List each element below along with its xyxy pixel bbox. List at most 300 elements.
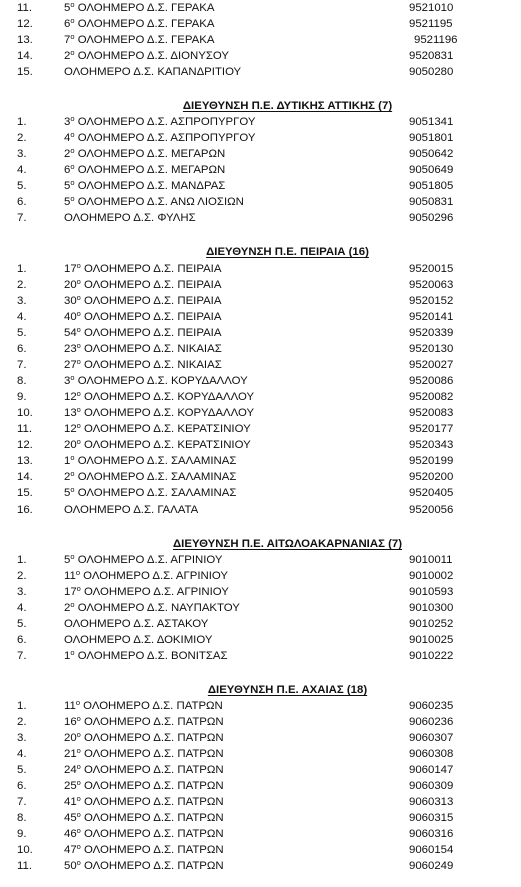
ordinal: 2 (64, 602, 71, 614)
school-code: 9060316 (409, 828, 454, 840)
school-name-text: ΟΛΟΗΜΕΡΟ Δ.Σ. ΚΟΡΥΔΑΛΛΟΥ (84, 391, 255, 403)
list-row (0, 277, 521, 293)
list-row (0, 469, 521, 485)
ordinal-suffix: ο (76, 746, 81, 755)
ordinal: 12 (64, 423, 77, 435)
row-number: 1. (17, 554, 27, 566)
school-name (64, 357, 222, 373)
ordinal-suffix: ο (76, 357, 81, 366)
row-number: 10. (17, 407, 33, 419)
school-name (64, 762, 224, 778)
school-name-text: ΟΛΟΗΜΕΡΟ Δ.Σ. ΠΑΤΡΩΝ (84, 844, 224, 856)
school-code: 9051801 (409, 132, 454, 144)
ordinal: 11 (64, 700, 76, 712)
ordinal-suffix: ο (76, 293, 81, 302)
school-name-text: ΟΛΟΗΜΕΡΟ Δ.Σ. ΣΑΛΑΜΙΝΑΣ (77, 471, 237, 483)
ordinal-suffix: ο (76, 421, 81, 430)
list-row (0, 842, 521, 858)
school-code: 9060307 (409, 732, 454, 744)
school-code: 9520086 (409, 375, 454, 387)
row-number: 4. (17, 748, 27, 760)
school-name (64, 293, 221, 309)
school-name (64, 162, 225, 178)
school-name (64, 373, 248, 389)
school-code: 9520130 (409, 343, 454, 355)
school-code: 9520027 (409, 359, 454, 371)
list-row (0, 698, 521, 714)
ordinal: 30 (64, 295, 77, 307)
ordinal-suffix: ο (76, 261, 81, 270)
school-code: 9051805 (409, 180, 454, 192)
ordinal-suffix: ο (76, 325, 81, 334)
school-code: 9050649 (409, 164, 454, 176)
ordinal-suffix: ο (75, 568, 80, 577)
row-number: 2. (17, 132, 27, 144)
list-row (0, 0, 521, 16)
ordinal-suffix: ο (70, 146, 75, 155)
school-name (64, 32, 214, 48)
school-code: 9010002 (409, 570, 454, 582)
school-name-text: ΟΛΟΗΜΕΡΟ Δ.Σ. ΔΙΟΝΥΣΟΥ (77, 50, 229, 62)
row-number: 6. (17, 780, 27, 792)
school-name-text: ΟΛΟΗΜΕΡΟ Δ.Σ. ΓΕΡΑΚΑ (77, 2, 215, 14)
list-row (0, 794, 521, 810)
row-number: 3. (17, 732, 27, 744)
row-number: 7. (17, 359, 27, 371)
school-code: 9520831 (409, 50, 454, 62)
ordinal-suffix: ο (70, 178, 75, 187)
list-row (0, 16, 521, 32)
ordinal: 1 (64, 650, 71, 662)
school-name-text: ΟΛΟΗΜΕΡΟ Δ.Σ. ΜΑΝΔΡΑΣ (77, 180, 226, 192)
school-code: 9060315 (409, 812, 454, 824)
list-row (0, 616, 521, 632)
school-name-text: ΟΛΟΗΜΕΡΟ Δ.Σ. ΚΕΡΑΤΣΙΝΙΟΥ (84, 439, 251, 451)
school-name (64, 810, 224, 826)
ordinal: 5 (64, 487, 71, 499)
row-number: 5. (17, 764, 27, 776)
row-number: 4. (17, 311, 27, 323)
list-row (0, 632, 521, 648)
ordinal: 17 (64, 263, 77, 275)
school-name (64, 584, 229, 600)
school-name-text: ΟΛΟΗΜΕΡΟ Δ.Σ. ΚΟΡΥΔΑΛΛΟΥ (84, 407, 255, 419)
list-row (0, 858, 521, 874)
school-name: ΟΛΟΗΜΕΡΟ Δ.Σ. ΔΟΚΙΜΙΟΥ (64, 634, 213, 646)
ordinal-suffix: ο (76, 794, 81, 803)
ordinal-suffix: ο (70, 600, 75, 609)
school-code: 9060154 (409, 844, 454, 856)
list-row (0, 453, 521, 469)
school-name (64, 746, 224, 762)
ordinal-suffix: ο (76, 858, 81, 867)
ordinal-suffix: ο (76, 437, 81, 446)
list-row (0, 502, 521, 518)
list-row (0, 405, 521, 421)
list-row (0, 48, 521, 64)
school-code: 9521196 (414, 34, 458, 46)
school-name-text: ΟΛΟΗΜΕΡΟ Δ.Σ. ΑΣΠΡΟΠΥΡΓΟΥ (77, 132, 256, 144)
ordinal-suffix: ο (70, 552, 75, 561)
ordinal: 17 (64, 586, 77, 598)
row-number: 5. (17, 327, 27, 339)
row-number: 2. (17, 570, 27, 582)
ordinal: 24 (64, 764, 77, 776)
school-name (64, 453, 236, 469)
row-number: 8. (17, 812, 27, 824)
school-name-text: ΟΛΟΗΜΕΡΟ Δ.Σ. ΠΑΤΡΩΝ (84, 828, 224, 840)
ordinal-suffix: ο (70, 485, 75, 494)
ordinal: 11 (64, 570, 76, 582)
school-name (64, 261, 221, 277)
row-number: 14. (17, 50, 33, 62)
ordinal: 2 (64, 148, 71, 160)
row-number: 14. (17, 471, 33, 483)
ordinal-suffix: ο (76, 389, 81, 398)
row-number: 1. (17, 116, 27, 128)
school-name (64, 714, 224, 730)
ordinal-suffix: ο (70, 453, 75, 462)
school-code: 9060309 (409, 780, 454, 792)
row-number: 16. (17, 504, 33, 516)
ordinal: 1 (64, 455, 71, 467)
ordinal: 40 (64, 311, 77, 323)
list-row (0, 600, 521, 616)
school-name (64, 389, 254, 405)
school-code: 9060235 (409, 700, 454, 712)
school-name-text: ΟΛΟΗΜΕΡΟ Δ.Σ. ΣΑΛΑΜΙΝΑΣ (77, 487, 237, 499)
school-name-text: ΟΛΟΗΜΕΡΟ Δ.Σ. ΒΟΝΙΤΣΑΣ (77, 650, 228, 662)
list-row (0, 261, 521, 277)
list-row (0, 648, 521, 664)
ordinal: 5 (64, 196, 71, 208)
row-number: 9. (17, 828, 27, 840)
row-number: 7. (17, 796, 27, 808)
school-code: 9521195 (409, 18, 453, 30)
ordinal: 20 (64, 732, 77, 744)
school-code: 9520056 (409, 504, 454, 516)
school-name (64, 277, 221, 293)
ordinal: 16 (64, 716, 77, 728)
ordinal-suffix: ο (70, 469, 75, 478)
school-name-text: ΟΛΟΗΜΕΡΟ Δ.Σ. ΠΕΙΡΑΙΑ (84, 311, 222, 323)
school-name (64, 16, 214, 32)
row-number: 9. (17, 391, 27, 403)
school-name-text: ΟΛΟΗΜΕΡΟ Δ.Σ. ΠΕΙΡΑΙΑ (84, 327, 222, 339)
school-code: 9060308 (409, 748, 454, 760)
school-code: 9520177 (409, 423, 454, 435)
ordinal-suffix: ο (70, 648, 75, 657)
list-row (0, 421, 521, 437)
list-row (0, 341, 521, 357)
row-number: 15. (17, 66, 33, 78)
school-name (64, 778, 224, 794)
list-row (0, 485, 521, 501)
list-row (0, 437, 521, 453)
school-code: 9520083 (409, 407, 454, 419)
section-heading (0, 536, 521, 552)
ordinal-suffix: ο (70, 0, 75, 9)
ordinal: 25 (64, 780, 77, 792)
list-row (0, 309, 521, 325)
row-number: 11. (17, 2, 32, 14)
school-code: 9010025 (409, 634, 454, 646)
ordinal: 27 (64, 359, 77, 371)
school-name (64, 568, 228, 584)
school-name-text: ΟΛΟΗΜΕΡΟ Δ.Σ. ΠΑΤΡΩΝ (84, 860, 224, 872)
school-name (64, 794, 224, 810)
school-name-text: ΟΛΟΗΜΕΡΟ Δ.Σ. ΠΑΤΡΩΝ (84, 748, 224, 760)
ordinal-suffix: ο (76, 762, 81, 771)
school-code: 9520152 (409, 295, 454, 307)
section-heading (0, 682, 521, 698)
list-row (0, 162, 521, 178)
school-name (64, 485, 236, 501)
row-number: 7. (17, 650, 27, 662)
school-name (64, 0, 214, 16)
ordinal: 4 (64, 132, 71, 144)
section-heading-text: ΔΙΕΥΘΥΝΣΗ Π.Ε. ΑΙΤΩΛΟΑΚΑΡΝΑΝΙΑΣ (7) (173, 538, 402, 550)
ordinal: 12 (64, 391, 77, 403)
school-name (64, 146, 225, 162)
school-name-text: ΟΛΟΗΜΕΡΟ Δ.Σ. ΠΕΙΡΑΙΑ (84, 279, 222, 291)
school-code: 9010593 (409, 586, 454, 598)
school-name: ΟΛΟΗΜΕΡΟ Δ.Σ. ΓΑΛΑΤΑ (64, 504, 199, 516)
school-name (64, 325, 221, 341)
school-name-text: ΟΛΟΗΜΕΡΟ Δ.Σ. ΠΑΤΡΩΝ (83, 700, 223, 712)
ordinal: 5 (64, 2, 71, 14)
ordinal: 6 (64, 164, 71, 176)
list-row (0, 178, 521, 194)
school-code: 9050831 (409, 196, 454, 208)
row-number: 8. (17, 375, 27, 387)
list-row (0, 778, 521, 794)
ordinal: 50 (64, 860, 77, 872)
school-name-text: ΟΛΟΗΜΕΡΟ Δ.Σ. ΑΓΡΙΝΙΟΥ (83, 570, 228, 582)
list-row (0, 194, 521, 210)
school-code: 9010300 (409, 602, 454, 614)
school-name (64, 648, 228, 664)
ordinal-suffix: ο (70, 16, 75, 25)
ordinal: 47 (64, 844, 77, 856)
ordinal: 20 (64, 439, 77, 451)
school-name-text: ΟΛΟΗΜΕΡΟ Δ.Σ. ΠΑΤΡΩΝ (84, 780, 224, 792)
row-number: 12. (17, 18, 33, 30)
ordinal-suffix: ο (70, 114, 75, 123)
list-row (0, 32, 521, 48)
school-name-text: ΟΛΟΗΜΕΡΟ Δ.Σ. ΠΑΤΡΩΝ (84, 716, 224, 728)
row-number: 15. (17, 487, 33, 499)
ordinal-suffix: ο (70, 130, 75, 139)
row-number: 3. (17, 586, 27, 598)
school-name-text: ΟΛΟΗΜΕΡΟ Δ.Σ. ΑΓΡΙΝΙΟΥ (84, 586, 229, 598)
school-name-text: ΟΛΟΗΜΕΡΟ Δ.Σ. ΑΣΠΡΟΠΥΡΓΟΥ (77, 116, 256, 128)
ordinal-suffix: ο (76, 584, 81, 593)
school-name-text: ΟΛΟΗΜΕΡΟ Δ.Σ. ΠΑΤΡΩΝ (84, 812, 224, 824)
school-name (64, 552, 223, 568)
school-code: 9010222 (409, 650, 454, 662)
school-name-text: ΟΛΟΗΜΕΡΟ Δ.Σ. ΚΕΡΑΤΣΙΝΙΟΥ (84, 423, 251, 435)
list-row (0, 762, 521, 778)
school-name-text: ΟΛΟΗΜΕΡΟ Δ.Σ. ΑΝΩ ΛΙΟΣΙΩΝ (77, 196, 244, 208)
ordinal: 5 (64, 554, 71, 566)
ordinal-suffix: ο (76, 842, 81, 851)
ordinal-suffix: ο (70, 194, 75, 203)
section-heading-text: ΔΙΕΥΘΥΝΣΗ Π.Ε. ΠΕΙΡΑΙΑ (16) (206, 246, 369, 258)
ordinal-suffix: ο (76, 714, 81, 723)
row-number: 1. (17, 700, 27, 712)
school-name (64, 194, 244, 210)
list-row (0, 730, 521, 746)
list-row (0, 293, 521, 309)
row-number: 6. (17, 196, 27, 208)
school-name-text: ΟΛΟΗΜΕΡΟ Δ.Σ. ΝΙΚΑΙΑΣ (84, 343, 222, 355)
row-number: 4. (17, 602, 27, 614)
school-name (64, 48, 229, 64)
ordinal: 3 (64, 375, 71, 387)
ordinal-suffix: ο (70, 373, 75, 382)
school-name: ΟΛΟΗΜΕΡΟ Δ.Σ. ΑΣΤΑΚΟΥ (64, 618, 209, 630)
school-code: 9060147 (409, 764, 454, 776)
list-row (0, 130, 521, 146)
school-name-text: ΟΛΟΗΜΕΡΟ Δ.Σ. ΠΕΙΡΑΙΑ (84, 263, 222, 275)
list-row (0, 714, 521, 730)
school-code: 9051341 (409, 116, 454, 128)
ordinal: 23 (64, 343, 77, 355)
school-name-text: ΟΛΟΗΜΕΡΟ Δ.Σ. ΓΕΡΑΚΑ (77, 18, 215, 30)
ordinal: 5 (64, 180, 71, 192)
ordinal-suffix: ο (76, 778, 81, 787)
ordinal: 20 (64, 279, 77, 291)
list-row (0, 552, 521, 568)
school-name-text: ΟΛΟΗΜΕΡΟ Δ.Σ. ΓΕΡΑΚΑ (77, 34, 215, 46)
list-row (0, 146, 521, 162)
school-code: 9520141 (409, 311, 454, 323)
school-name (64, 469, 236, 485)
list-row (0, 568, 521, 584)
school-code: 9050296 (409, 212, 454, 224)
list-row (0, 114, 521, 130)
school-code: 9521010 (409, 2, 454, 14)
ordinal: 54 (64, 327, 77, 339)
row-number: 4. (17, 164, 27, 176)
ordinal-suffix: ο (76, 405, 81, 414)
row-number: 2. (17, 716, 27, 728)
ordinal: 2 (64, 50, 71, 62)
school-code: 9060236 (409, 716, 454, 728)
school-name (64, 730, 224, 746)
ordinal-suffix: ο (76, 341, 81, 350)
school-code: 9060249 (409, 860, 454, 872)
school-code: 9520343 (409, 439, 454, 451)
list-row (0, 810, 521, 826)
row-number: 3. (17, 295, 27, 307)
school-code: 9520082 (409, 391, 454, 403)
section-heading (0, 244, 521, 260)
ordinal-suffix: ο (76, 730, 81, 739)
school-code: 9520015 (409, 263, 454, 275)
school-code: 9520339 (409, 327, 454, 339)
ordinal-suffix: ο (70, 32, 75, 41)
school-name (64, 341, 222, 357)
ordinal: 45 (64, 812, 77, 824)
school-name (64, 130, 256, 146)
school-name (64, 437, 251, 453)
list-row (0, 325, 521, 341)
school-code: 9010252 (409, 618, 454, 630)
section-heading (0, 98, 521, 114)
row-number: 10. (17, 844, 33, 856)
school-name: ΟΛΟΗΜΕΡΟ Δ.Σ. ΚΑΠΑΝΔΡΙΤΙΟΥ (64, 66, 242, 78)
row-number: 11. (17, 860, 32, 872)
school-name-text: ΟΛΟΗΜΕΡΟ Δ.Σ. ΣΑΛΑΜΙΝΑΣ (77, 455, 237, 467)
school-code: 9050642 (409, 148, 454, 160)
school-code: 9520199 (409, 455, 454, 467)
ordinal: 41 (64, 796, 77, 808)
school-code: 9520405 (409, 487, 454, 499)
row-number: 13. (17, 455, 33, 467)
school-name-text: ΟΛΟΗΜΕΡΟ Δ.Σ. ΠΑΤΡΩΝ (84, 764, 224, 776)
ordinal-suffix: ο (76, 826, 81, 835)
school-name (64, 698, 223, 714)
row-number: 3. (17, 148, 27, 160)
school-name-text: ΟΛΟΗΜΕΡΟ Δ.Σ. ΑΓΡΙΝΙΟΥ (77, 554, 223, 566)
section-heading-text: ΔΙΕΥΘΥΝΣΗ Π.Ε. ΔΥΤΙΚΗΣ ΑΤΤΙΚΗΣ (7) (182, 100, 393, 112)
school-name (64, 114, 256, 130)
school-code: 9010011 (409, 554, 453, 566)
ordinal: 13 (64, 407, 77, 419)
school-name-text: ΟΛΟΗΜΕΡΟ Δ.Σ. ΜΕΓΑΡΩΝ (77, 148, 226, 160)
school-name-text: ΟΛΟΗΜΕΡΟ Δ.Σ. ΚΟΡΥΔΑΛΛΟΥ (77, 375, 248, 387)
ordinal-suffix: ο (76, 810, 81, 819)
list-row (0, 64, 521, 80)
school-code: 9520200 (409, 471, 454, 483)
school-name-text: ΟΛΟΗΜΕΡΟ Δ.Σ. ΠΑΤΡΩΝ (84, 796, 224, 808)
ordinal-suffix: ο (70, 48, 75, 57)
list-row (0, 373, 521, 389)
section-heading-text: ΔΙΕΥΘΥΝΣΗ Π.Ε. ΑΧΑΙΑΣ (18) (207, 684, 368, 696)
row-number: 13. (17, 34, 33, 46)
ordinal-suffix: ο (76, 309, 81, 318)
school-name-text: ΟΛΟΗΜΕΡΟ Δ.Σ. ΠΑΤΡΩΝ (84, 732, 224, 744)
ordinal: 3 (64, 116, 71, 128)
row-number: 2. (17, 279, 27, 291)
ordinal: 46 (64, 828, 77, 840)
list-row (0, 389, 521, 405)
school-name-text: ΟΛΟΗΜΕΡΟ Δ.Σ. ΜΕΓΑΡΩΝ (77, 164, 226, 176)
row-number: 7. (17, 212, 27, 224)
school-name (64, 858, 224, 874)
school-name (64, 842, 224, 858)
row-number: 11. (17, 423, 32, 435)
school-name (64, 178, 225, 194)
row-number: 1. (17, 263, 27, 275)
row-number: 12. (17, 439, 33, 451)
row-number: 5. (17, 180, 27, 192)
row-number: 5. (17, 618, 27, 630)
school-name (64, 309, 221, 325)
list-row (0, 584, 521, 600)
school-code: 9050280 (409, 66, 454, 78)
list-row (0, 746, 521, 762)
row-number: 6. (17, 634, 27, 646)
school-name-text: ΟΛΟΗΜΕΡΟ Δ.Σ. ΠΕΙΡΑΙΑ (84, 295, 222, 307)
row-number: 6. (17, 343, 27, 355)
list-row (0, 357, 521, 373)
school-code: 9520063 (409, 279, 454, 291)
ordinal-suffix: ο (76, 277, 81, 286)
list-row (0, 826, 521, 842)
